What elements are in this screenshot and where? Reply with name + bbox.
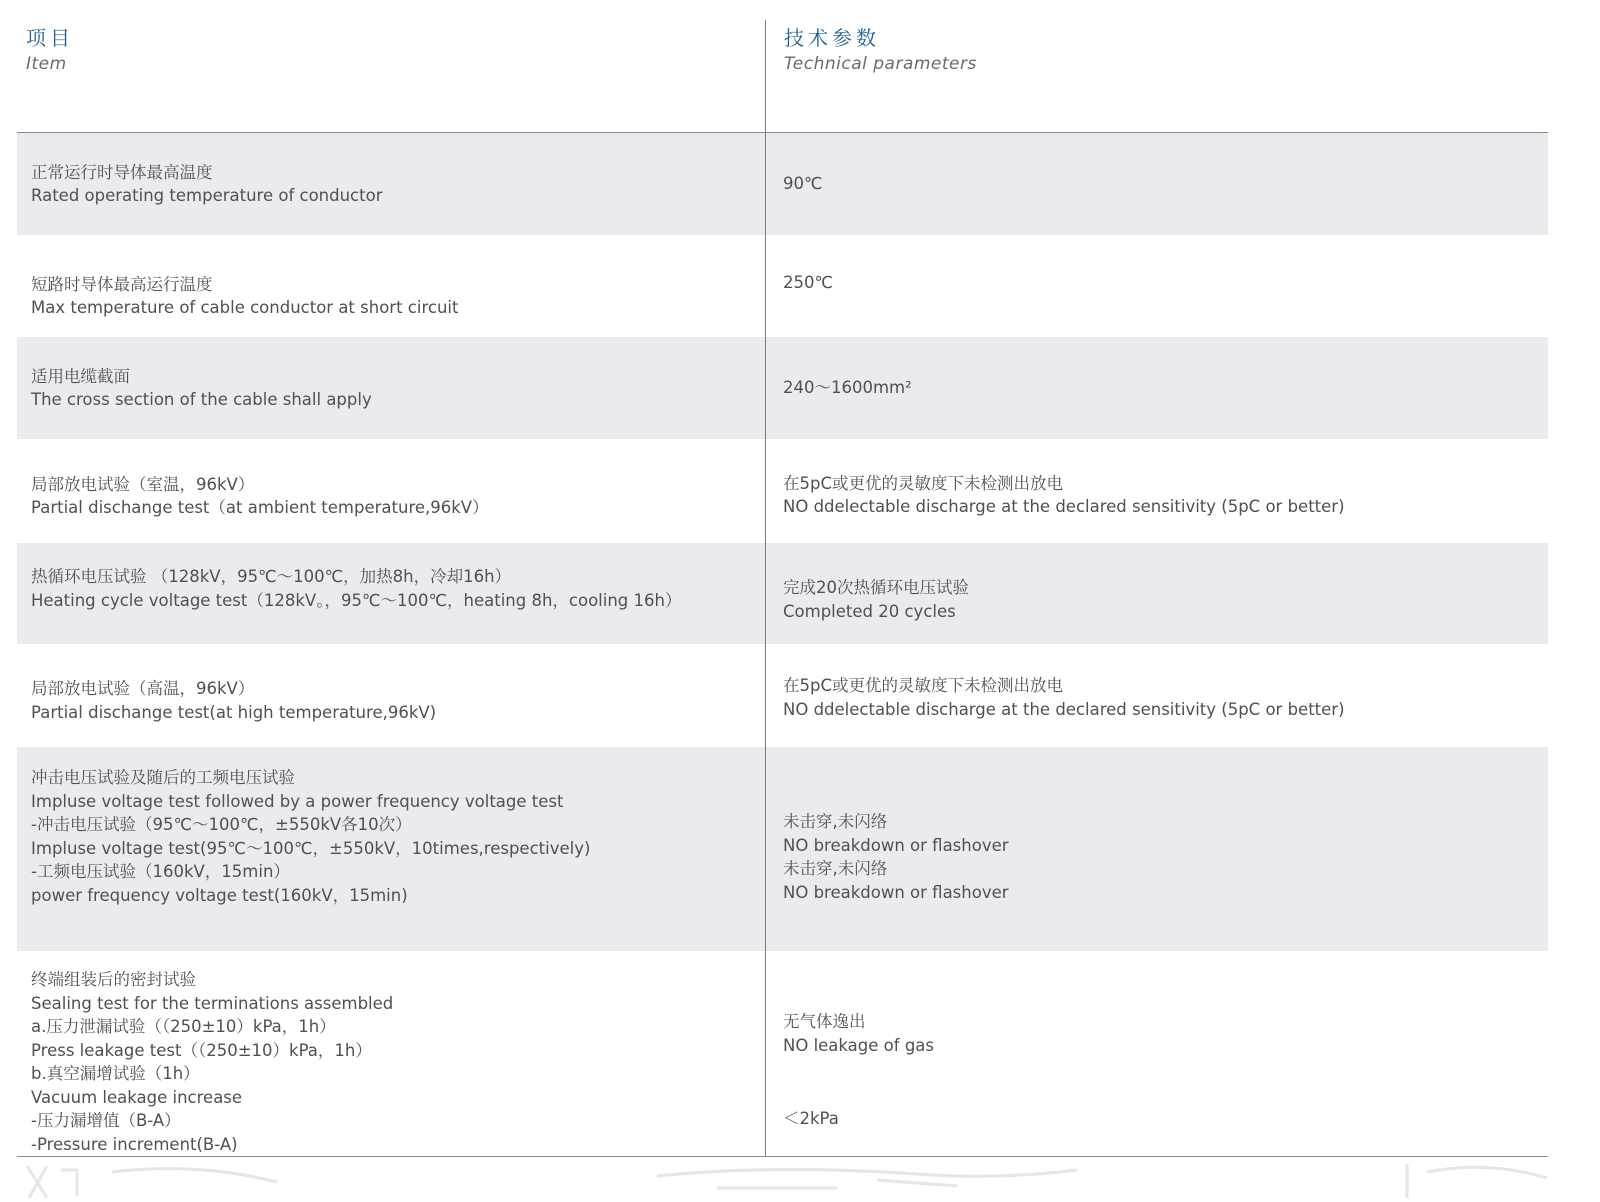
bottom-rule — [17, 1156, 1548, 1157]
item-line: Vacuum leakage increase — [31, 1087, 243, 1107]
param-cell — [783, 747, 1543, 951]
item-line: 局部放电试验（室温，96kV） — [31, 474, 255, 494]
param-cell — [783, 439, 1543, 543]
param-line: 未击穿,未闪络 — [783, 859, 888, 878]
item-line: Impluse voltage test followed by a power frequency voltage test — [31, 791, 564, 811]
item-cell — [31, 644, 756, 747]
param-line: ＜2kPa — [783, 1109, 839, 1128]
param-cell — [783, 644, 1543, 747]
param-cell — [783, 951, 1543, 1156]
table-row — [17, 133, 1548, 235]
item-line: -工频电压试验（160kV，15min） — [31, 862, 290, 881]
param-line: NO breakdown or flashover — [783, 835, 1009, 855]
item-line: Partial dischange test(at high temperature,96kV) — [31, 702, 437, 722]
table-row — [17, 747, 1548, 951]
param-line: 90℃ — [783, 174, 823, 194]
param-line: 250℃ — [783, 273, 834, 292]
item-cell — [31, 439, 756, 543]
item-line: power frequency voltage test(160kV，15min) — [31, 885, 408, 905]
header-param-cn: 技术参数 — [784, 26, 880, 50]
item-line: Heating cycle voltage test（128kV。，95℃～100℃，heating 8h，cooling 16h） — [31, 590, 682, 610]
param-line: NO ddelectable discharge at the declared sensitivity (5pC or better) — [783, 497, 1345, 516]
param-cell — [783, 133, 1543, 235]
header-param — [784, 24, 977, 76]
watermark-texture-icon — [17, 1158, 1548, 1202]
item-line: 冲击电压试验及随后的工频电压试验 — [31, 768, 295, 787]
header-item — [26, 24, 74, 76]
item-cell — [31, 747, 756, 951]
header-param-en: Technical parameters — [784, 54, 977, 74]
item-line: 适用电缆截面 — [31, 366, 130, 386]
item-line: Rated operating temperature of conductor — [31, 186, 383, 205]
item-line: -冲击电压试验（95℃～100℃，±550kV各10次） — [31, 815, 412, 834]
column-divider — [765, 20, 766, 1156]
param-line: 240～1600mm² — [783, 378, 912, 398]
param-spacer — [783, 1057, 1543, 1107]
param-line: 完成20次热循环电压试验 — [783, 578, 969, 597]
item-line: 正常运行时导体最高温度 — [31, 162, 213, 182]
item-line: The cross section of the cable shall apply — [31, 390, 372, 409]
table-row — [17, 337, 1548, 439]
item-line: -Pressure increment(B-A) — [31, 1134, 238, 1154]
item-cell — [31, 951, 756, 1156]
table-row — [17, 235, 1548, 337]
param-cell — [783, 235, 1543, 337]
spec-table — [17, 0, 1548, 1202]
item-cell — [31, 235, 756, 337]
item-cell — [31, 337, 756, 439]
table-row — [17, 439, 1548, 543]
item-line: 热循环电压试验 （128kV，95℃～100℃，加热8h，冷却16h） — [31, 567, 512, 586]
param-cell — [783, 337, 1543, 439]
table-row — [17, 951, 1548, 1156]
param-line: 无气体逸出 — [783, 1012, 866, 1031]
param-line: Completed 20 cycles — [783, 601, 956, 621]
param-line: NO breakdown or flashover — [783, 882, 1009, 902]
param-line: NO ddelectable discharge at the declared sensitivity (5pC or better) — [783, 699, 1345, 719]
item-line: Press leakage test（（250±10）kPa，1h） — [31, 1040, 372, 1060]
item-line: 短路时导体最高运行温度 — [31, 274, 213, 294]
param-cell — [783, 543, 1543, 644]
item-line: 终端组装后的密封试验 — [31, 970, 196, 989]
param-line: 在5pC或更优的灵敏度下未检测出放电 — [783, 676, 1063, 695]
item-line: -压力漏增值（B-A） — [31, 1111, 181, 1130]
param-line: 未击穿,未闪络 — [783, 812, 888, 831]
item-cell — [31, 543, 756, 644]
table-row — [17, 644, 1548, 747]
table-row — [17, 543, 1548, 644]
item-line: b.真空漏增试验（1h） — [31, 1064, 200, 1083]
background-watermark — [17, 1158, 1548, 1202]
item-line: a.压力泄漏试验（（250±10）kPa，1h） — [31, 1017, 336, 1036]
item-line: Max temperature of cable conductor at short circuit — [31, 298, 459, 317]
item-line: Partial dischange test（at ambient temperature,96kV） — [31, 498, 489, 517]
param-line: 在5pC或更优的灵敏度下未检测出放电 — [783, 473, 1063, 493]
item-line: Sealing test for the terminations assembled — [31, 993, 394, 1013]
table-header — [17, 0, 1548, 133]
header-item-cn: 项目 — [26, 26, 74, 50]
header-item-en: Item — [26, 54, 67, 74]
item-line: 局部放电试验（高温，96kV） — [31, 679, 255, 698]
param-line: NO leakage of gas — [783, 1035, 934, 1055]
item-cell — [31, 133, 756, 235]
item-line: Impluse voltage test(95℃～100℃，±550kV，10times,respectively) — [31, 838, 591, 858]
